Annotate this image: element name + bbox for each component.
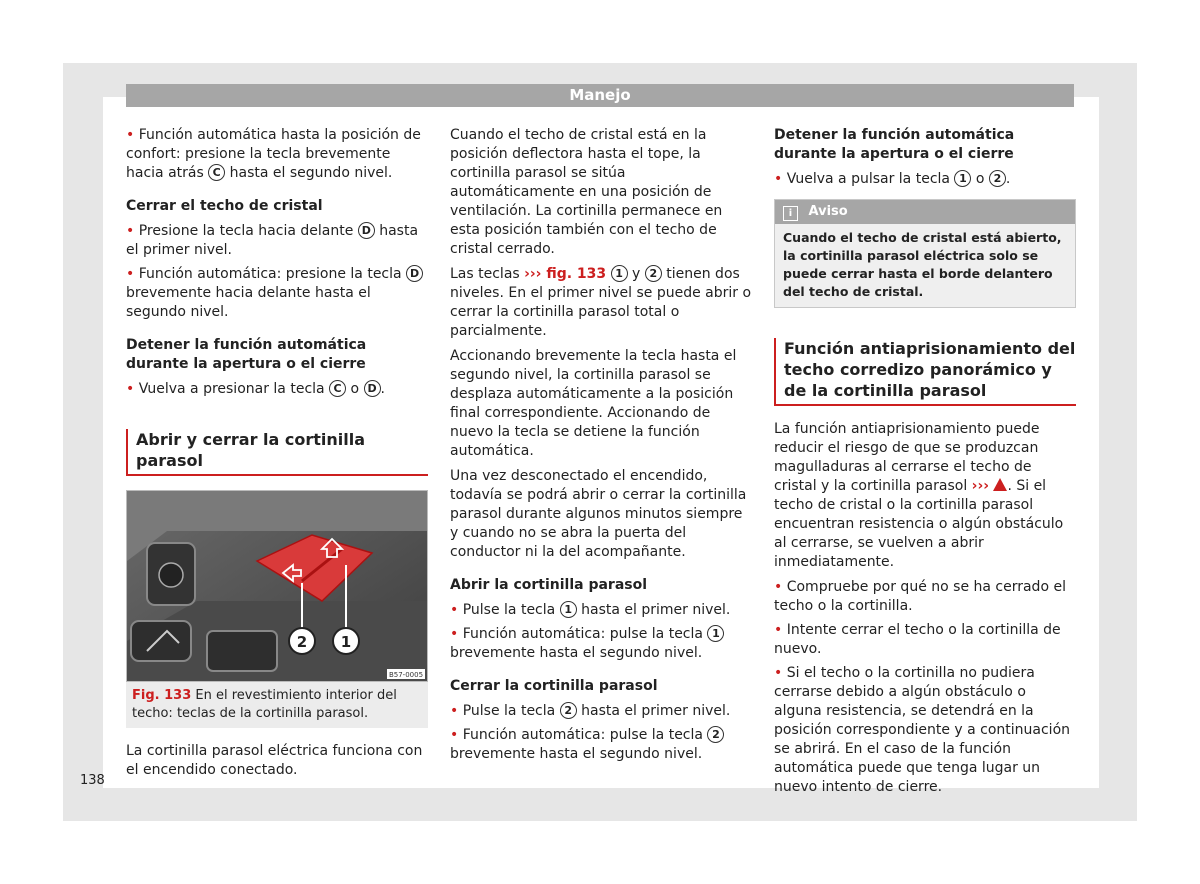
paragraph: Accionando brevemente la tecla hasta el segundo nivel, la cortinilla parasol se desplaza automáticamente a la posición final correspondiente. Accionando de nuevo la tecla se detiene la función automática. [450, 348, 737, 459]
key-d-icon: D [406, 265, 423, 282]
paragraph: La cortinilla parasol eléctrica funciona con el encendido conectado. [126, 743, 423, 778]
list-item: • Función automática: presione la tecla D brevemente hacia delante hasta el segundo nivel. [126, 265, 428, 322]
subheading-abrir-cortinilla: Abrir la cortinilla parasol [450, 577, 648, 593]
paragraph: Cuando el techo de cristal está en la posición deflectora hasta el tope, la cortinilla parasol se sitúa automáticamente en una posición de ventilación. La cortinilla permanece en esta posición también con el techo de cristal cerrado. [450, 127, 723, 257]
column-3 [774, 126, 1076, 802]
list-item: • Vuelva a presionar la tecla C o D . [126, 381, 385, 397]
figure-133 [126, 490, 428, 682]
section-header: Manejo [126, 84, 1074, 107]
list-item: • Función automática hasta la posición de confort: presione la tecla brevemente hacia atrás C hasta el segundo nivel. [126, 127, 421, 181]
warning-reference-link[interactable]: ››› [971, 478, 989, 494]
key-1-icon: 1 [611, 265, 628, 282]
subheading-cerrar-cortinilla: Cerrar la cortinilla parasol [450, 678, 658, 694]
list-item: • Vuelva a pulsar la tecla 1 o 2 . [774, 171, 1011, 187]
list-item: • Si el techo o la cortinilla no pudiera cerrarse debido a algún obstáculo o alguna resistencia, se detendrá en la posición correspondiente y a continuación se abrirá. En el caso de la función automática puede que tenga lugar un nuevo intento de cierre. [774, 665, 1071, 795]
list-item: • Presione la tecla hacia delante D hasta el primer nivel. [126, 223, 419, 258]
list-item: • Función automática: pulse la tecla 2 brevemente hasta el segundo nivel. [450, 726, 752, 764]
section-title-antiaprisionamiento: Función antiaprisionamiento del techo corredizo panorámico y de la cortinilla parasol [774, 338, 1076, 406]
column-2 [450, 126, 752, 769]
key-1-icon: 1 [707, 625, 724, 642]
section-title-cortinilla: Abrir y cerrar la cortinilla parasol [126, 429, 428, 476]
callout-2: 2 [296, 633, 308, 651]
paragraph: La función antiaprisionamiento puede reducir el riesgo de que se produzcan magulladuras al cerrarse el techo de cristal y la cortinilla parasol ››› . Si el techo de cristal o la cortinilla parasol encuentran resistencia o algún obstáculo al cerrarse, se vuelven a abrir inmediatamente. [774, 421, 1064, 570]
list-item: • Pulse la tecla 1 hasta el primer nivel. [450, 602, 731, 618]
key-1-icon: 1 [560, 601, 577, 618]
figure-reference-link[interactable]: ››› fig. 133 [524, 266, 607, 282]
callout-1: 1 [340, 633, 352, 651]
list-item: • Compruebe por qué no se ha cerrado el techo o la cortinilla. [774, 579, 1066, 614]
subheading-cerrar-techo: Cerrar el techo de cristal [126, 198, 323, 214]
paragraph: Las teclas ››› fig. 133 1 y 2 tienen dos niveles. En el primer nivel se puede abrir o cerrar la cortinilla parasol total o parcialmente. [450, 266, 752, 339]
key-2-icon: 2 [989, 170, 1006, 187]
key-d-icon: D [364, 380, 381, 397]
key-2-icon: 2 [560, 702, 577, 719]
key-c-icon: C [208, 164, 225, 181]
paragraph: Una vez desconectado el encendido, todavía se podrá abrir o cerrar la cortinilla parasol durante algunos minutos siempre y cuando no se abra la puerta del conductor ni la del acompañante. [450, 468, 747, 560]
roof-console-illustration [127, 491, 427, 681]
page-number: 138 [80, 773, 105, 788]
column-1 [126, 126, 428, 786]
list-item: • Pulse la tecla 2 hasta el primer nivel. [450, 703, 731, 719]
key-d-icon: D [358, 222, 375, 239]
figure-caption: Fig. 133 En el revestimiento interior del techo: teclas de la cortinilla parasol. [126, 682, 428, 728]
warning-triangle-icon [993, 478, 1007, 491]
bullet-icon: • [126, 127, 135, 143]
key-1-icon: 1 [954, 170, 971, 187]
notice-body: Cuando el techo de cristal está abierto, la cortinilla parasol eléctrica solo se puede cerrar hasta el borde delantero del techo de cristal. [775, 224, 1075, 307]
info-icon: i [783, 206, 798, 221]
key-c-icon: C [329, 380, 346, 397]
key-2-icon: 2 [645, 265, 662, 282]
figure-code: B57-0005 [388, 671, 424, 679]
subheading-detener: Detener la función automática durante la apertura o el cierre [774, 127, 1015, 162]
subheading-detener: Detener la función automática durante la apertura o el cierre [126, 337, 367, 372]
list-item: • Función automática: pulse la tecla 1 brevemente hasta el segundo nivel. [450, 625, 752, 663]
list-item: • Intente cerrar el techo o la cortinilla de nuevo. [774, 622, 1061, 657]
key-2-icon: 2 [707, 726, 724, 743]
notice-header: i Aviso [775, 200, 1075, 224]
notice-box [774, 199, 1076, 308]
